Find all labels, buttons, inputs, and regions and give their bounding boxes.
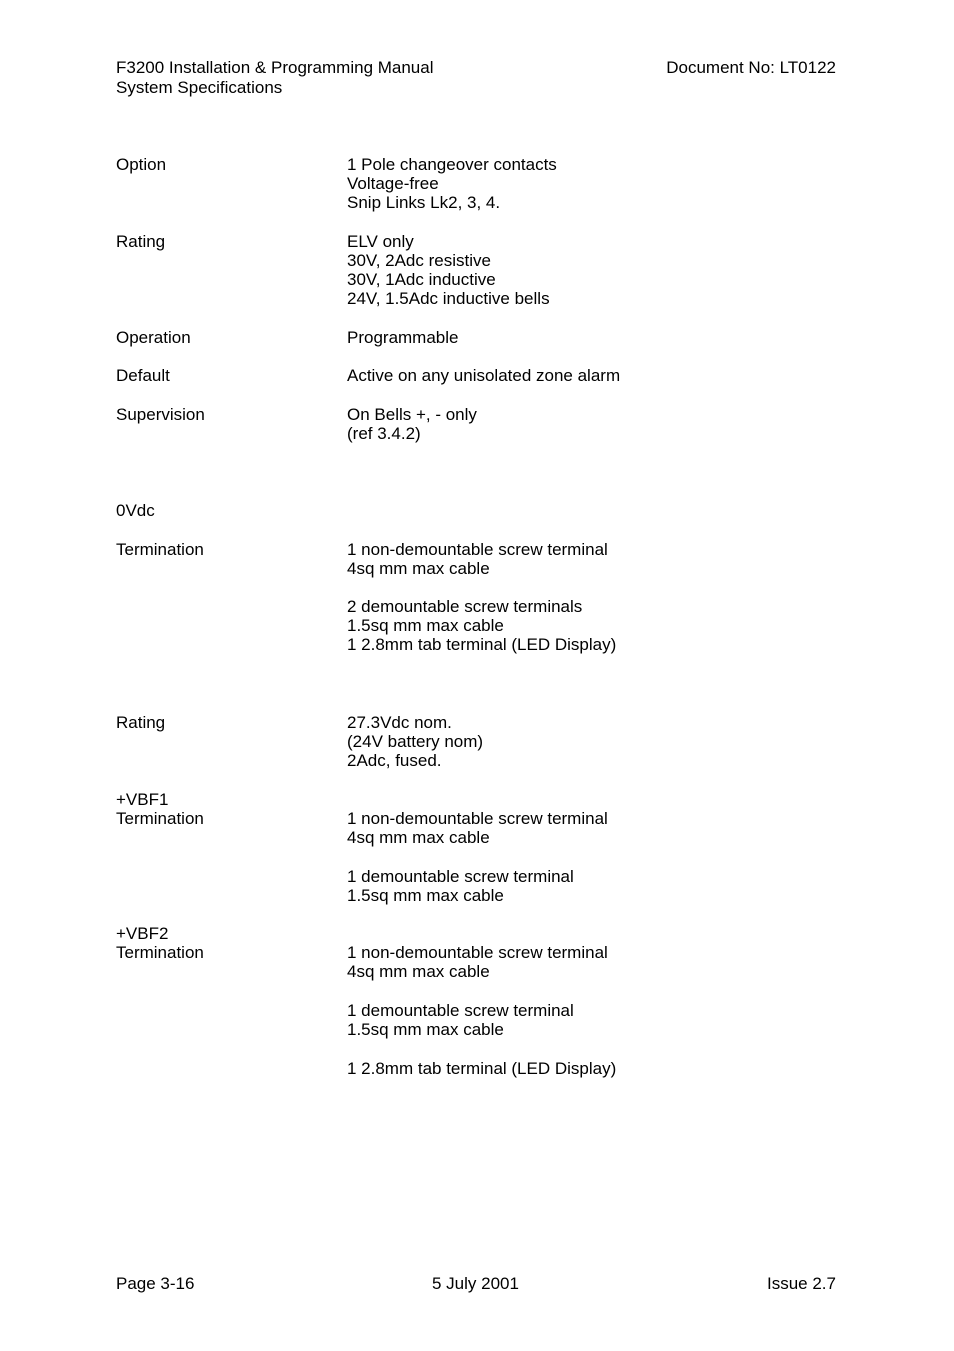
spec-label: Termination <box>116 540 204 559</box>
spec-value-line: 1.5sq mm max cable <box>347 616 504 635</box>
spec-label: Operation <box>116 328 191 347</box>
spec-label: 0Vdc <box>116 501 155 520</box>
spec-value-line: 27.3Vdc nom. <box>347 713 452 732</box>
spec-value-line: 4sq mm max cable <box>347 962 490 981</box>
spec-value-line: 1.5sq mm max cable <box>347 1020 504 1039</box>
spec-value <box>347 155 557 212</box>
spec-value-line: 4sq mm max cable <box>347 559 490 578</box>
spec-value <box>347 1059 616 1078</box>
spec-value <box>347 328 459 347</box>
spec-value-line: (ref 3.4.2) <box>347 424 421 443</box>
spec-label: Option <box>116 155 167 174</box>
spec-value <box>347 405 477 443</box>
spec-value-line: 1 demountable screw terminal <box>347 1001 574 1020</box>
spec-value-line: 30V, 2Adc resistive <box>347 251 491 270</box>
spec-value-line: Snip Links Lk2, 3, 4. <box>347 193 501 212</box>
spec-label: Rating <box>116 713 166 732</box>
header-title: F3200 Installation & Programming Manual <box>116 58 434 77</box>
spec-label: +VBF1 <box>116 790 169 809</box>
spec-value-line: 1 non-demountable screw terminal <box>347 540 608 559</box>
spec-value-line: 1 2.8mm tab terminal (LED Display) <box>347 1059 617 1078</box>
spec-value <box>347 540 608 578</box>
spec-label: Rating <box>116 232 166 251</box>
spec-value-line: 30V, 1Adc inductive <box>347 270 496 289</box>
header-subtitle: System Specifications <box>116 78 283 97</box>
spec-label: Termination <box>116 809 204 828</box>
spec-value <box>347 232 550 308</box>
spec-value <box>347 366 620 385</box>
spec-value <box>347 943 608 981</box>
spec-value-line: 1 2.8mm tab terminal (LED Display) <box>347 635 617 654</box>
spec-value <box>347 713 483 770</box>
spec-value-line: ELV only <box>347 232 414 251</box>
spec-value-line: (24V battery nom) <box>347 732 484 751</box>
spec-value-line: 1.5sq mm max cable <box>347 886 504 905</box>
spec-label: Default <box>116 366 170 385</box>
footer-date: 5 July 2001 <box>432 1274 519 1293</box>
spec-label: Supervision <box>116 405 205 424</box>
spec-value-line: 1 demountable screw terminal <box>347 867 574 886</box>
header-document-number: Document No: LT0122 <box>666 58 836 77</box>
spec-value-line: 1 non-demountable screw terminal <box>347 809 608 828</box>
spec-value-line: Programmable <box>347 328 459 347</box>
footer-page-number: Page 3-16 <box>116 1274 195 1293</box>
spec-value-line: 1 non-demountable screw terminal <box>347 943 608 962</box>
spec-value-line: 1 Pole changeover contacts <box>347 155 557 174</box>
spec-value-line: On Bells +, - only <box>347 405 477 424</box>
spec-value <box>347 867 574 905</box>
spec-value <box>347 809 608 847</box>
spec-label: Termination <box>116 943 204 962</box>
spec-value-line: 24V, 1.5Adc inductive bells <box>347 289 550 308</box>
spec-label: +VBF2 <box>116 924 169 943</box>
spec-value-line: 2Adc, fused. <box>347 751 442 770</box>
spec-value <box>347 1001 574 1039</box>
footer-issue: Issue 2.7 <box>767 1274 836 1293</box>
spec-value-line: Active on any unisolated zone alarm <box>347 366 621 385</box>
spec-value-line: Voltage-free <box>347 174 439 193</box>
spec-value-line: 2 demountable screw terminals <box>347 597 583 616</box>
spec-value-line: 4sq mm max cable <box>347 828 490 847</box>
spec-value <box>347 597 616 654</box>
